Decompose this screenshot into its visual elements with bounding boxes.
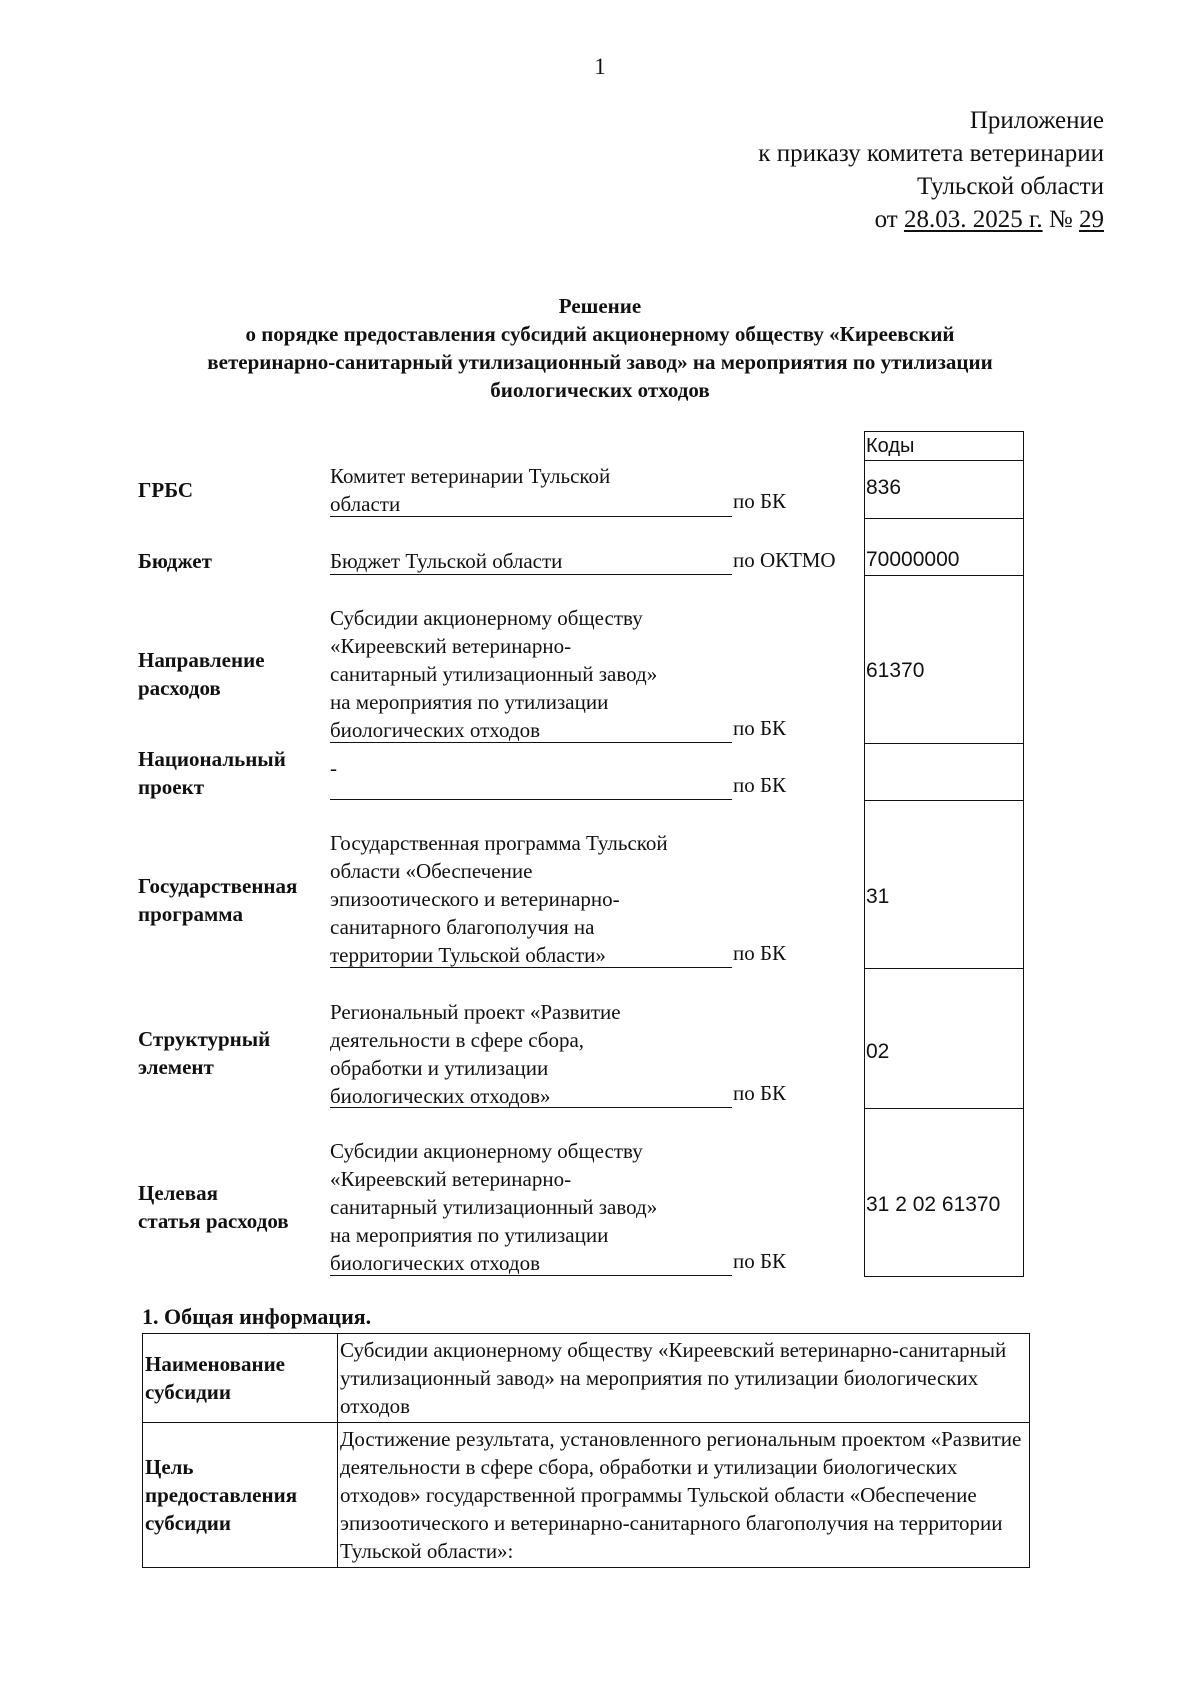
row-label-target-item — [138, 1179, 289, 1235]
row-label-grbs: ГРБС — [138, 478, 194, 502]
code-grbs: 836 — [866, 476, 902, 499]
table-row — [143, 1423, 1030, 1568]
row-text-budget — [330, 547, 730, 575]
label-line: Целевая — [138, 1181, 218, 1205]
row-suffix: по БК — [733, 773, 787, 797]
codes-separator — [864, 743, 1024, 744]
table-value-cell: Достижение результата, установленного региональным проектом «Развитие деятельности в сфере сбора, обработки и утилизации биологических отходов» государственной программы Тульской области «Обеспечение эпизоотического и ветеринарно-санитарного благополучия на территории Тульской области»: — [338, 1423, 1030, 1568]
row-underline — [330, 1275, 732, 1276]
row-text-line: территории Тульской области» — [330, 943, 606, 967]
codes-separator — [864, 575, 1024, 576]
table-label-cell — [143, 1334, 338, 1423]
section-title: 1. Общая информация. — [142, 1304, 372, 1329]
row-underline — [330, 799, 732, 800]
row-label-direction — [138, 646, 265, 702]
row-text-line: эпизоотического и ветеринарно- — [330, 887, 620, 911]
label-line: проект — [138, 775, 205, 799]
order-line — [758, 203, 1104, 236]
header-line2: к приказу комитета ветеринарии — [758, 140, 1104, 167]
label-line: статья расходов — [138, 1209, 289, 1233]
document-title — [0, 292, 1200, 404]
row-underline — [330, 516, 732, 517]
row-suffix: по БК — [733, 1081, 787, 1105]
row-label-state-program — [138, 872, 297, 928]
row-suffix: по БК — [733, 1249, 787, 1273]
code-direction: 61370 — [866, 659, 925, 682]
general-info-table — [142, 1333, 1030, 1568]
order-num-sign: № — [1042, 206, 1079, 233]
label-line: субсидии — [145, 1511, 232, 1535]
row-underline — [330, 1107, 732, 1108]
label-line: элемент — [138, 1055, 214, 1079]
row-text-line: санитарный утилизационный завод» — [330, 1195, 658, 1219]
code-budget: 70000000 — [866, 548, 960, 571]
row-underline — [330, 742, 732, 743]
row-text-line: обработки и утилизации — [330, 1056, 549, 1080]
row-text-line: биологических отходов — [330, 718, 540, 742]
row-text-line: на мероприятия по утилизации — [330, 690, 609, 714]
row-text-line: санитарный утилизационный завод» — [330, 662, 658, 686]
row-text-structural-element — [330, 998, 730, 1110]
code-structural-element: 02 — [866, 1040, 890, 1063]
row-suffix: по БК — [733, 716, 787, 740]
row-text-line: Субсидии акционерному обществу — [330, 606, 643, 630]
codes-separator — [864, 518, 1024, 519]
codes-separator — [864, 1108, 1024, 1109]
row-label-structural-element — [138, 1025, 270, 1081]
codes-separator — [864, 968, 1024, 969]
table-value-cell: Субсидии акционерному обществу «Киреевский ветеринарно-санитарный утилизационный завод» на мероприятия по утилизации биологических отходов — [338, 1334, 1030, 1423]
row-text-line: Комитет ветеринарии Тульской — [330, 464, 611, 488]
row-label-budget: Бюджет — [138, 549, 212, 573]
row-text-state-program — [330, 829, 730, 969]
order-date: 28.03. 2025 г. — [903, 206, 1043, 233]
code-state-program: 31 — [866, 885, 890, 908]
row-text-target-item — [330, 1137, 730, 1277]
row-suffix: по ОКТМО — [733, 548, 836, 572]
label-line: Национальный — [138, 747, 286, 771]
codes-header: Коды — [864, 431, 1024, 461]
codes-separator — [864, 800, 1024, 801]
row-text-line: Региональный проект «Развитие — [330, 1000, 621, 1024]
row-text-line: на мероприятия по утилизации — [330, 1223, 609, 1247]
order-prefix: от — [874, 206, 904, 233]
header-line1: Приложение — [969, 107, 1104, 134]
order-number: 29 — [1079, 206, 1104, 233]
label-line: Направление — [138, 648, 265, 672]
row-text-direction — [330, 604, 730, 744]
table-row — [143, 1334, 1030, 1423]
row-text-line: «Киреевский ветеринарно- — [330, 1167, 572, 1191]
row-text-line: биологических отходов — [330, 1251, 540, 1275]
label-line: предоставления — [145, 1483, 298, 1507]
row-underline — [330, 574, 732, 575]
row-suffix: по БК — [733, 489, 787, 513]
title-line4: биологических отходов — [490, 378, 710, 402]
table-label-cell — [143, 1423, 338, 1568]
label-line: субсидии — [145, 1380, 232, 1404]
code-target-item: 31 2 02 61370 — [866, 1193, 1001, 1216]
row-text-line: деятельности в сфере сбора, — [330, 1028, 585, 1052]
row-suffix: по БК — [733, 941, 787, 965]
title-line3: ветеринарно-санитарный утилизационный завод» на мероприятия по утилизации — [207, 350, 993, 374]
row-text-line: области «Обеспечение — [330, 859, 533, 883]
row-text-line: области — [330, 492, 401, 516]
row-text-line: санитарного благополучия на — [330, 915, 595, 939]
label-line: программа — [138, 902, 243, 926]
row-text-line: «Киреевский ветеринарно- — [330, 634, 572, 658]
title-line2: о порядке предоставления субсидий акционерному обществу «Киреевский — [245, 322, 955, 346]
row-text-line: Субсидии акционерному обществу — [330, 1139, 643, 1163]
order-header — [758, 104, 1104, 236]
row-text-line: Государственная программа Тульской — [330, 831, 668, 855]
label-line: Государственная — [138, 874, 298, 898]
row-label-national-project — [138, 745, 286, 801]
label-line: Наименование — [145, 1352, 285, 1376]
label-line: Цель — [145, 1455, 194, 1479]
row-underline — [330, 967, 732, 968]
row-text-line: - — [330, 756, 337, 780]
header-line3: Тульской области — [917, 173, 1104, 200]
title-line1: Решение — [558, 294, 642, 318]
row-text-line: биологических отходов» — [330, 1084, 551, 1108]
row-text-national-project — [330, 754, 730, 782]
row-text-grbs — [330, 462, 730, 518]
label-line: Структурный — [138, 1027, 271, 1051]
page-number: 1 — [594, 54, 606, 79]
row-text-line: Бюджет Тульской области — [330, 549, 563, 573]
label-line: расходов — [138, 676, 221, 700]
